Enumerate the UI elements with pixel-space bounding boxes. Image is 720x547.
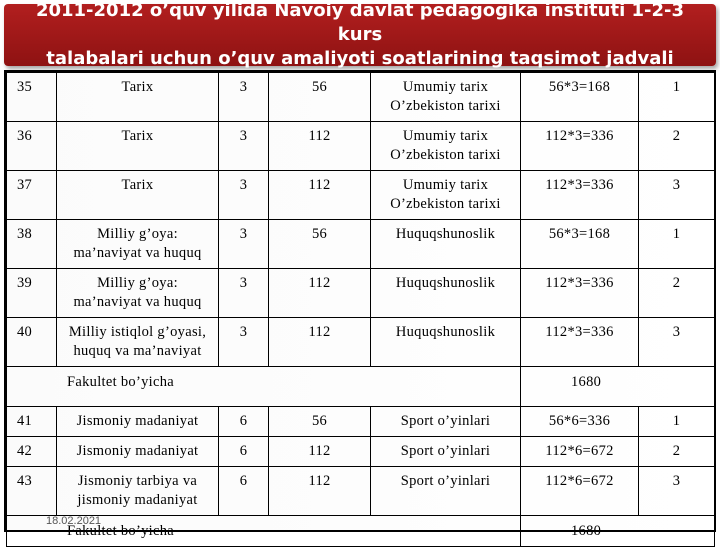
direction-line-1: Umumiy tarix [402,128,489,144]
coefficient-cell: 3 [219,122,269,171]
hours-cell: 112 [269,269,371,318]
hours-cell: 56 [269,220,371,269]
table-row [7,73,715,122]
calculation-cell: 112*3=336 [521,171,639,220]
direction-cell: Huquqshunoslik [371,220,521,269]
subtotal-label: Fakultet bo’yicha [7,516,521,547]
subject-cell [57,269,219,318]
course-cell: 3 [639,171,715,220]
coefficient-cell: 3 [219,318,269,367]
coefficient-cell: 3 [219,171,269,220]
table-row [7,122,715,171]
subject-cell [57,467,219,516]
direction-cell: Sport o’yinlari [371,467,521,516]
subtotal-value: 1680 [521,367,715,407]
hours-cell: 112 [269,318,371,367]
subject-line-2: jismoniy madaniyat [77,492,198,508]
coefficient-cell: 3 [219,269,269,318]
coefficient-cell: 3 [219,220,269,269]
direction-line-2: O’zbekiston tarixi [390,98,501,114]
row-number: 43 [7,467,57,516]
subject-cell: Tarix [57,73,219,122]
calculation-cell: 112*3=336 [521,269,639,318]
title-line-2: talabalari uchun o’quv amaliyoti soatlarining taqsimot jadvali [46,48,674,69]
subject-line-1: Milliy istiqlol g’oyasi, [68,324,207,340]
course-cell: 1 [639,407,715,437]
row-number: 35 [7,73,57,122]
hours-cell: 112 [269,467,371,516]
calculation-cell: 56*3=168 [521,73,639,122]
subject-line-1: Milliy g’oya: [97,275,178,291]
row-number: 38 [7,220,57,269]
coefficient-cell: 6 [219,407,269,437]
table-row [7,318,715,367]
course-cell: 3 [639,318,715,367]
title-banner [4,0,716,69]
footer-date: 18.02.2021 [46,515,102,527]
practice-hours-table [6,72,715,547]
table-row [7,171,715,220]
direction-cell: Huquqshunoslik [371,269,521,318]
direction-cell [371,122,521,171]
calculation-cell: 112*6=672 [521,437,639,467]
subtotal-row [7,516,715,547]
subject-cell: Jismoniy madaniyat [57,437,219,467]
direction-cell: Sport o’yinlari [371,437,521,467]
page-title [20,0,700,71]
table-row [7,467,715,516]
row-number: 39 [7,269,57,318]
calculation-cell: 112*3=336 [521,122,639,171]
title-line-1: 2011-2012 o’quv yilida Navoiy davlat pedagogika instituti 1-2-3 kurs [35,0,685,45]
row-number: 40 [7,318,57,367]
hours-cell: 56 [269,73,371,122]
course-cell: 1 [639,73,715,122]
table-row [7,407,715,437]
hours-cell: 112 [269,171,371,220]
subtotal-value: 1680 [521,516,715,547]
subtotal-row [7,367,715,407]
course-cell: 2 [639,122,715,171]
subject-cell: Tarix [57,171,219,220]
direction-cell [371,73,521,122]
coefficient-cell: 6 [219,467,269,516]
direction-cell: Sport o’yinlari [371,407,521,437]
coefficient-cell: 6 [219,437,269,467]
table-row [7,220,715,269]
subject-line-2: ma’naviyat va huquq [73,294,202,310]
calculation-cell: 56*3=168 [521,220,639,269]
subject-line-1: Jismoniy tarbiya va [77,473,198,489]
row-number: 36 [7,122,57,171]
subject-line-1: Milliy g’oya: [97,226,178,242]
calculation-cell: 112*3=336 [521,318,639,367]
direction-line-1: Umumiy tarix [402,177,489,193]
subject-cell: Tarix [57,122,219,171]
table-row [7,437,715,467]
subject-cell [57,318,219,367]
direction-cell [371,171,521,220]
course-cell: 3 [639,467,715,516]
subject-cell: Jismoniy madaniyat [57,407,219,437]
row-number: 37 [7,171,57,220]
row-number: 42 [7,437,57,467]
subject-line-2: huquq va ma’naviyat [73,343,202,359]
calculation-cell: 112*6=672 [521,467,639,516]
hours-cell: 56 [269,407,371,437]
table-row [7,269,715,318]
direction-cell: Huquqshunoslik [371,318,521,367]
row-number: 41 [7,407,57,437]
subject-cell [57,220,219,269]
hours-cell: 112 [269,437,371,467]
subject-line-2: ma’naviyat va huquq [73,245,202,261]
hours-cell: 112 [269,122,371,171]
calculation-cell: 56*6=336 [521,407,639,437]
course-cell: 2 [639,269,715,318]
direction-line-2: O’zbekiston tarixi [390,147,501,163]
course-cell: 1 [639,220,715,269]
coefficient-cell: 3 [219,73,269,122]
subtotal-label: Fakultet bo’yicha [7,367,521,407]
direction-line-1: Umumiy tarix [402,79,489,95]
course-cell: 2 [639,437,715,467]
direction-line-2: O’zbekiston tarixi [390,196,501,212]
